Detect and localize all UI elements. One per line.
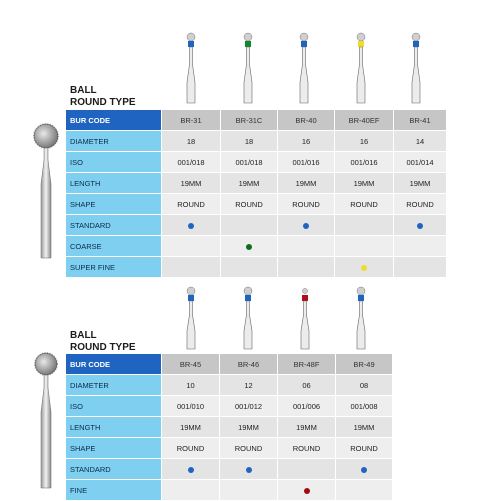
row-label: DIAMETER xyxy=(66,131,162,152)
table-cell: 001/018 xyxy=(221,152,278,173)
table-cell: 19MM xyxy=(162,173,221,194)
grit-dot-icon xyxy=(361,265,367,271)
column-header-bur-code: BR-46 xyxy=(220,354,278,375)
bur-code-header: BUR CODE xyxy=(66,354,162,375)
indicator-cell xyxy=(221,257,278,278)
table-cell: 16 xyxy=(278,131,335,152)
section-title xyxy=(70,85,136,109)
column-header-bur-code: BR-45 xyxy=(162,354,220,375)
table-cell: 19MM xyxy=(162,417,220,438)
table-cell: 19MM xyxy=(278,173,335,194)
table-cell: 10 xyxy=(162,375,220,396)
indicator-cell xyxy=(162,257,221,278)
indicator-cell xyxy=(278,480,336,501)
row-label: SUPER FINE xyxy=(66,257,162,278)
title-line-1: BALL xyxy=(70,85,97,96)
table-cell: 001/008 xyxy=(336,396,393,417)
row-label: DIAMETER xyxy=(66,375,162,396)
title-line-2: ROUND TYPE xyxy=(70,342,136,353)
column-header-bur-code: BR-40EF xyxy=(335,110,394,131)
table-cell: 19MM xyxy=(278,417,336,438)
table-cell: 06 xyxy=(278,375,336,396)
table-cell: 001/010 xyxy=(162,396,220,417)
bur-icon xyxy=(238,286,258,350)
header-row xyxy=(66,354,393,375)
row-label: ISO xyxy=(66,396,162,417)
table-cell: 001/014 xyxy=(394,152,447,173)
table-cell: 19MM xyxy=(221,173,278,194)
table-row xyxy=(66,459,393,480)
table-row xyxy=(66,236,447,257)
indicator-cell xyxy=(278,215,335,236)
specification-table xyxy=(66,110,447,278)
indicator-cell xyxy=(162,480,220,501)
table-cell: ROUND xyxy=(335,194,394,215)
table-cell: 001/018 xyxy=(162,152,221,173)
indicator-cell xyxy=(162,215,221,236)
column-header-bur-code: BR-31 xyxy=(162,110,221,131)
table-cell: 16 xyxy=(335,131,394,152)
indicator-cell xyxy=(335,236,394,257)
panel-round-type-2 xyxy=(0,280,500,500)
section-title xyxy=(70,330,136,354)
row-label: STANDARD xyxy=(66,215,162,236)
bur-icon xyxy=(294,32,314,104)
table-cell: 19MM xyxy=(220,417,278,438)
grit-dot-icon xyxy=(188,467,194,473)
row-label: ISO xyxy=(66,152,162,173)
indicator-cell xyxy=(394,215,447,236)
title-line-1: BALL xyxy=(70,330,97,341)
indicator-cell xyxy=(278,257,335,278)
grit-dot-icon xyxy=(246,467,252,473)
table-cell: 001/016 xyxy=(278,152,335,173)
column-header-bur-code: BR-41 xyxy=(394,110,447,131)
table-row xyxy=(66,173,447,194)
table-cell: 18 xyxy=(162,131,221,152)
row-label: LENGTH xyxy=(66,173,162,194)
grit-dot-icon xyxy=(417,223,423,229)
table-cell: 001/016 xyxy=(335,152,394,173)
table-row xyxy=(66,257,447,278)
table-row xyxy=(66,131,447,152)
table-cell: ROUND xyxy=(278,438,336,459)
table-cell: 19MM xyxy=(335,173,394,194)
title-line-2: ROUND TYPE xyxy=(70,97,136,108)
table-cell: ROUND xyxy=(221,194,278,215)
table-cell: ROUND xyxy=(278,194,335,215)
grit-dot-icon xyxy=(303,223,309,229)
table-row xyxy=(66,396,393,417)
indicator-cell xyxy=(220,459,278,480)
specification-table xyxy=(66,354,393,501)
table-cell: ROUND xyxy=(336,438,393,459)
table-row xyxy=(66,215,447,236)
bur-icon xyxy=(238,32,258,104)
indicator-cell xyxy=(336,459,393,480)
column-header-bur-code: BR-40 xyxy=(278,110,335,131)
table-row xyxy=(66,152,447,173)
indicator-cell xyxy=(162,459,220,480)
row-label: SHAPE xyxy=(66,194,162,215)
indicator-cell xyxy=(220,480,278,501)
grit-dot-icon xyxy=(361,467,367,473)
bur-icon xyxy=(351,286,371,350)
row-label: STANDARD xyxy=(66,459,162,480)
indicator-cell xyxy=(394,257,447,278)
bur-icon xyxy=(406,32,426,104)
table-cell: ROUND xyxy=(394,194,447,215)
large-bur-illustration xyxy=(30,120,62,260)
indicator-cell xyxy=(335,257,394,278)
bur-icon xyxy=(351,32,371,104)
table-row xyxy=(66,375,393,396)
table-cell: ROUND xyxy=(162,194,221,215)
table-cell: ROUND xyxy=(220,438,278,459)
indicator-cell xyxy=(278,236,335,257)
table-cell: 14 xyxy=(394,131,447,152)
table-row xyxy=(66,480,393,501)
table-cell: 12 xyxy=(220,375,278,396)
large-bur-illustration xyxy=(30,350,62,490)
row-label: COARSE xyxy=(66,236,162,257)
table-cell: 08 xyxy=(336,375,393,396)
indicator-cell xyxy=(335,215,394,236)
table-cell: 19MM xyxy=(394,173,447,194)
table-cell: ROUND xyxy=(162,438,220,459)
grit-dot-icon xyxy=(304,488,310,494)
row-label: SHAPE xyxy=(66,438,162,459)
bur-icon xyxy=(181,32,201,104)
bur-code-header: BUR CODE xyxy=(66,110,162,131)
indicator-cell xyxy=(221,236,278,257)
table-cell: 19MM xyxy=(336,417,393,438)
grit-dot-icon xyxy=(188,223,194,229)
table-row xyxy=(66,417,393,438)
table-row xyxy=(66,438,393,459)
indicator-cell xyxy=(394,236,447,257)
row-label: LENGTH xyxy=(66,417,162,438)
indicator-cell xyxy=(278,459,336,480)
indicator-cell xyxy=(336,480,393,501)
bur-icon xyxy=(181,286,201,350)
row-label: FINE xyxy=(66,480,162,501)
header-row xyxy=(66,110,447,131)
table-row xyxy=(66,194,447,215)
bur-icon xyxy=(295,286,315,350)
column-header-bur-code: BR-48F xyxy=(278,354,336,375)
table-cell: 001/006 xyxy=(278,396,336,417)
grit-dot-icon xyxy=(246,244,252,250)
table-cell: 18 xyxy=(221,131,278,152)
indicator-cell xyxy=(221,215,278,236)
indicator-cell xyxy=(162,236,221,257)
column-header-bur-code: BR-31C xyxy=(221,110,278,131)
table-cell: 001/012 xyxy=(220,396,278,417)
column-header-bur-code: BR-49 xyxy=(336,354,393,375)
